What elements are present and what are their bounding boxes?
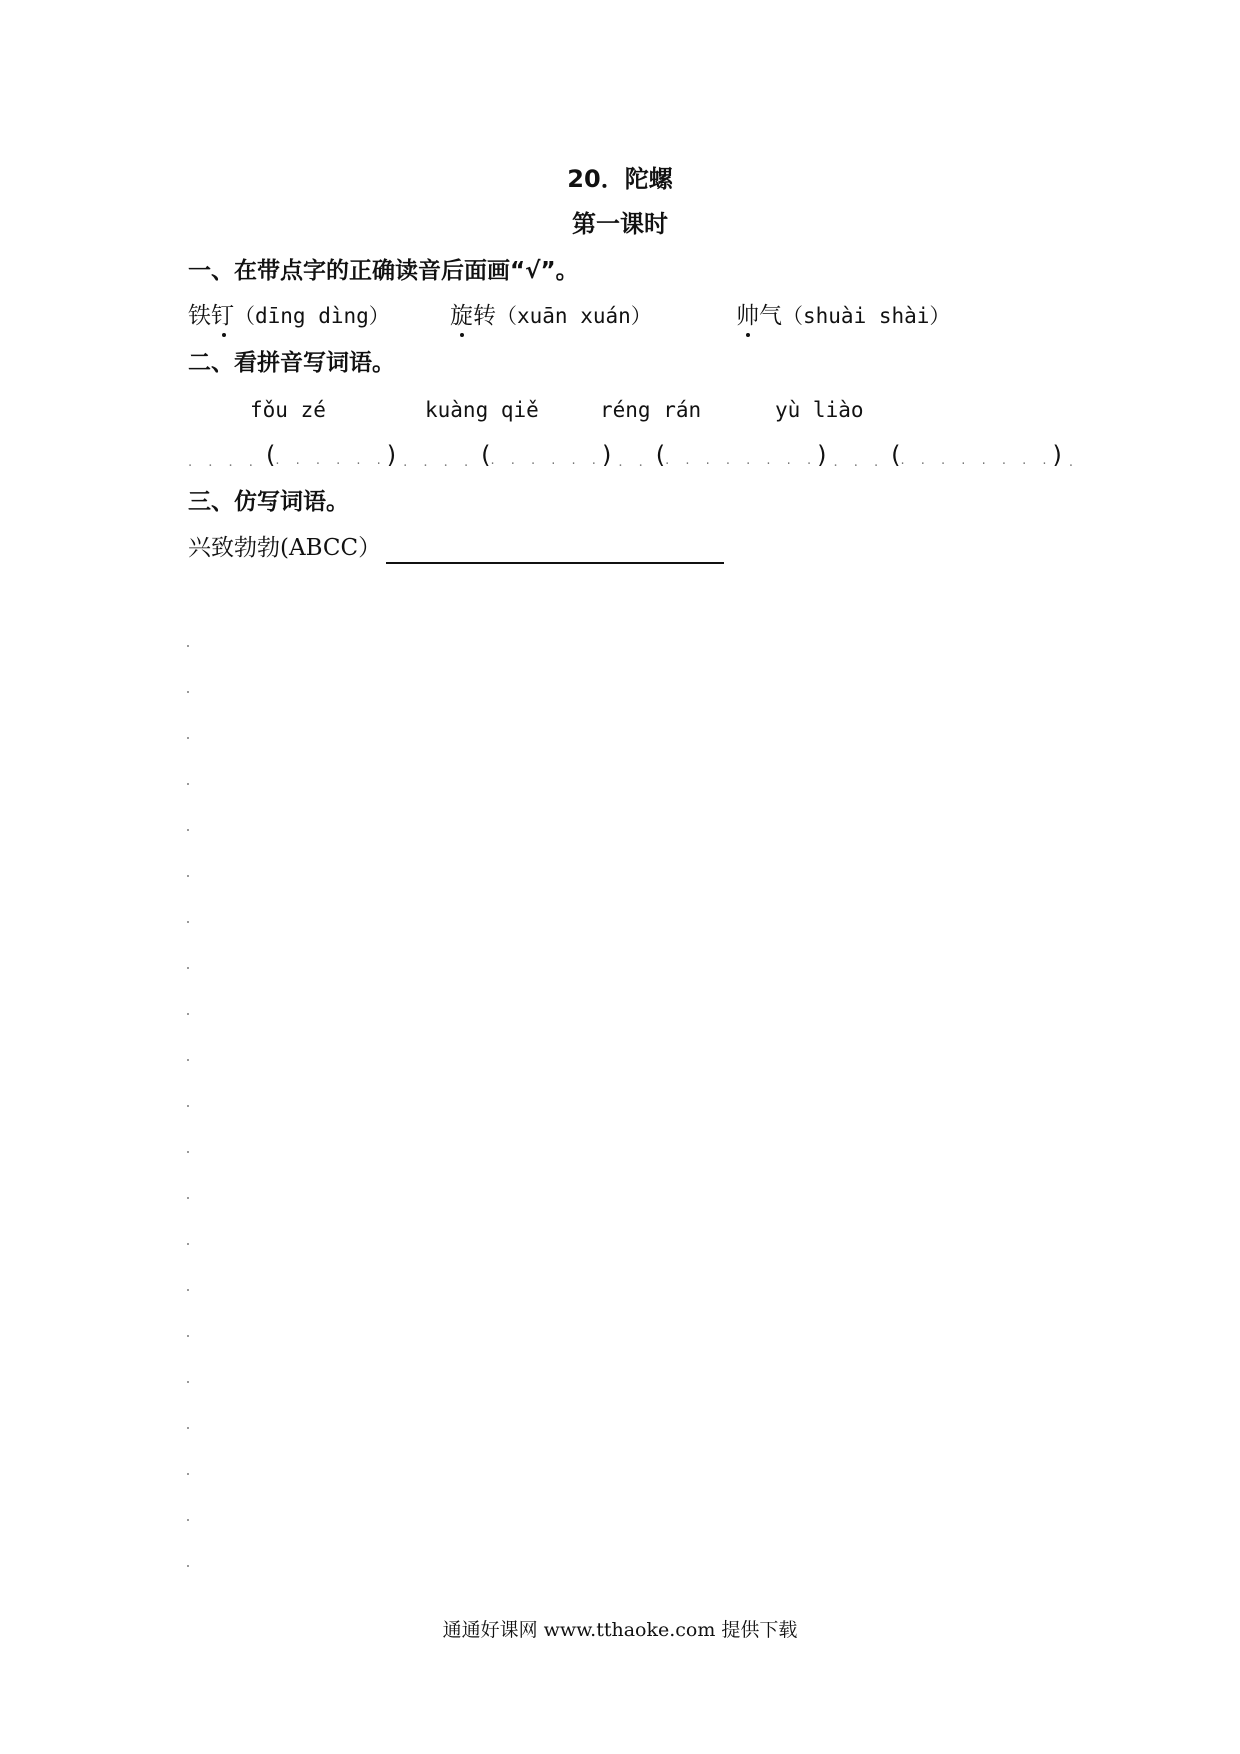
q1-pinyin-options[interactable]: （dīng dìng） [234,304,390,328]
q1-pinyin-options[interactable]: （shuài shài） [782,304,951,328]
paragraph-marker-dot [187,1289,189,1291]
paragraph-marker-dot [187,783,189,785]
answer-blank-2[interactable]: (. . . . . .) [481,441,612,469]
q1-item-tieding [188,300,390,332]
q2-pinyin-2: kuàng qiě [425,398,539,422]
paragraph-marker-dot [187,875,189,877]
q3-example-word: 兴致勃勃(ABCC） [188,535,382,561]
paragraph-marker-dot [187,1151,189,1153]
spacer-dots: . . . [833,455,885,470]
q1-item-xuanzhuan [450,300,652,332]
q2-pinyin-3: réng rán [600,398,702,422]
question-2-pinyin-row [0,394,1240,426]
question-1-heading: 一、在带点字的正确读音后面画“√”。 [188,258,579,284]
answer-blank-3[interactable]: (. . . . . . . .) [655,441,827,469]
answer-blank-4[interactable]: (. . . . . . . .) [891,441,1062,469]
paragraph-marker-dot [187,1335,189,1337]
paragraph-marker-dot [187,645,189,647]
emphasis-dot-icon [746,333,750,337]
paragraph-marker-dot [187,1565,189,1567]
q2-pinyin-1: fǒu zé [250,398,326,422]
period-title: 第一课时 [572,210,668,238]
q3-answer-line[interactable] [386,562,724,564]
paragraph-marker-dot [187,967,189,969]
q1-item-shuaiqi [736,300,950,332]
paragraph-marker-dot [187,737,189,739]
paragraph-marker-dot [187,1243,189,1245]
answer-blank-1[interactable]: (. . . . . .) [265,441,397,469]
paragraph-marker-dot [187,1059,189,1061]
spacer-dots: . . . . [188,455,259,470]
paragraph-marker-dot [187,1013,189,1015]
footer-credit: 通通好课网 www.tthaoke.com 提供下载 [442,1619,798,1641]
question-3-row [188,532,888,568]
paragraph-marker-dot [187,1473,189,1475]
q1-word: 旋转 [450,300,496,332]
paragraph-marker-dot [187,1105,189,1107]
paragraph-marker-dot [187,1197,189,1199]
question-2-answer-blanks [188,438,1080,472]
question-1-items [188,300,988,340]
paragraph-marker-dot [187,1381,189,1383]
paragraph-marker-dot [187,691,189,693]
q1-word: 铁钉 [188,300,234,332]
q2-pinyin-4: yù liào [775,398,864,422]
spacer-dots: . . [618,455,649,470]
question-3-heading: 三、仿写词语。 [188,489,349,515]
paragraph-marker-dot [187,1427,189,1429]
q1-pinyin-options[interactable]: （xuān xuán） [496,304,652,328]
emphasis-dot-icon [460,333,464,337]
q1-word: 帅气 [736,300,782,332]
paragraph-marker-dot [187,921,189,923]
spacer-dots: . . . . [403,455,475,470]
paragraph-marker-dot [187,829,189,831]
emphasis-dot-icon [222,333,226,337]
paragraph-marker-dot [187,1519,189,1521]
question-2-heading: 二、看拼音写词语。 [188,350,395,376]
spacer-dots: . [1068,455,1080,470]
lesson-title: 20．陀螺 [567,165,673,193]
